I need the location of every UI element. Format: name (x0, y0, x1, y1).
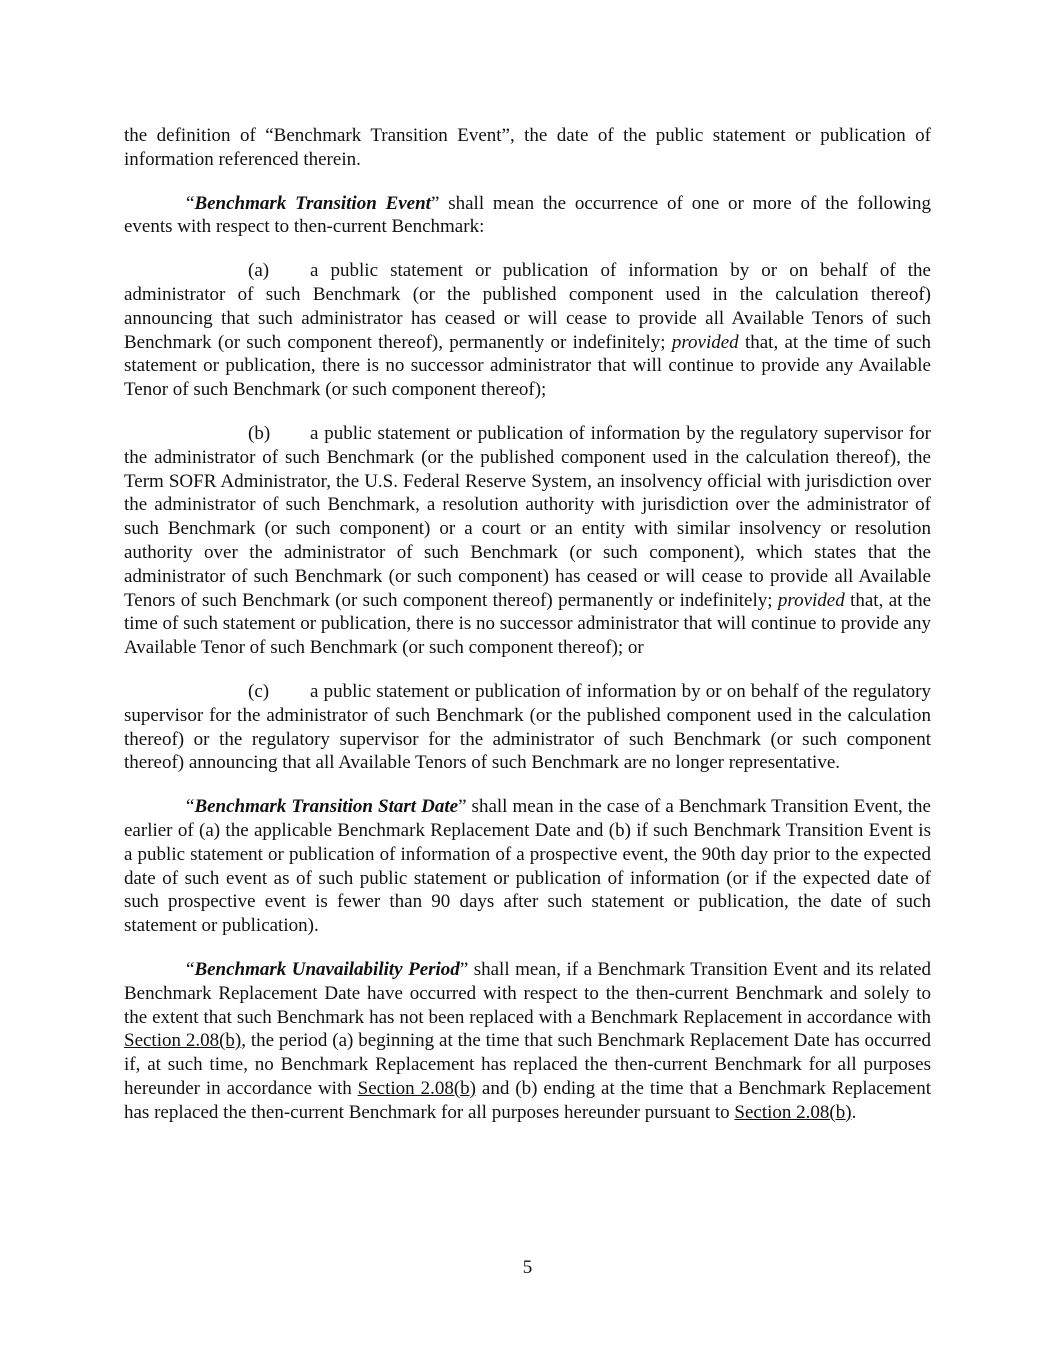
definition-benchmark-unavailability-period: “Benchmark Unavailability Period” shall mean, if a Benchmark Transition Event and its related Benchmark Replacement Date have occurred with respect to the then-current Benchmark and solely to the extent that such Benchmark has not been replaced with a Benchmark Replacement in accordance with Section 2.08(b), the period (a) beginning at the time that such Benchmark Replacement Date has occurred if, at such time, no Benchmark Replacement has replaced the then-current Benchmark for all purposes hereunder in accordance with Section 2.08(b) and (b) ending at the time that a Benchmark Replacement has replaced the then-current Benchmark for all purposes hereunder pursuant to Section 2.08(b). (124, 958, 931, 1123)
clause-a: (a) a public statement or publication of information by or on behalf of the administrator of such Benchmark (or the published component used in the calculation thereof) announcing that such administrator has ceased or will cease to provide all Available Tenors of such Benchmark (or such component thereof), permanently or indefinitely; provided that, at the time of such statement or publication, there is no successor administrator that will continue to provide any Available Tenor of such Benchmark (or such component thereof); (124, 260, 931, 401)
defined-term: Benchmark Unavailability Period (194, 958, 460, 980)
section-reference: Section 2.08(b) (124, 1030, 242, 1052)
clause-label: (a) (248, 260, 270, 282)
document-page (124, 124, 931, 1144)
section-reference: Section 2.08(b) (734, 1101, 852, 1123)
defined-term: Benchmark Transition Event (194, 192, 431, 214)
clause-c: (c) a public statement or publication of information by or on behalf of the regulatory supervisor for the administrator of such Benchmark (or the published component used in the calculation thereof) or the regulatory supervisor for the administrator of such Benchmark (or such component thereof) announcing that all Available Tenors of such Benchmark are no longer representative. (124, 680, 931, 774)
page-number: 5 (522, 1257, 533, 1278)
definition-benchmark-transition-start-date: “Benchmark Transition Start Date” shall mean in the case of a Benchmark Transition Event, the earlier of (a) the applicable Benchmark Replacement Date and (b) if such Benchmark Transition Event is a public statement or publication of information of a prospective event, the 90th day prior to the expected date of such event as of such public statement or publication of information (or if the expected date of such prospective event is fewer than 90 days after such statement or publication, the date of such statement or publication). (124, 796, 931, 937)
paragraph-continuation: the definition of “Benchmark Transition Event”, the date of the public statement or publication of information referenced therein. (124, 125, 931, 170)
defined-term: Benchmark Transition Start Date (194, 796, 459, 818)
section-reference: Section 2.08(b) (357, 1077, 476, 1099)
clause-label: (b) (248, 422, 271, 444)
clause-b: (b) a public statement or publication of information by the regulatory supervisor for the administrator of such Benchmark (or the published component used in the calculation thereof), the Term SOFR Administrator, the U.S. Federal Reserve System, an insolvency official with jurisdiction over the administrator of such Benchmark, a resolution authority with jurisdiction over the administrator of such Benchmark (or such component) or a court or an entity with similar insolvency or resolution authority over the administrator of such Benchmark (or such component), which states that the administrator of such Benchmark (or such component) has ceased or will cease to provide all Available Tenors of such Benchmark (or such component thereof) permanently or indefinitely; provided that, at the time of such statement or publication, there is no successor administrator that will continue to provide any Available Tenor of such Benchmark (or such component thereof); or (124, 422, 931, 659)
definition-benchmark-transition-event: “Benchmark Transition Event” shall mean the occurrence of one or more of the following events with respect to then-current Benchmark: (124, 192, 932, 238)
clause-label: (c) (248, 680, 270, 702)
